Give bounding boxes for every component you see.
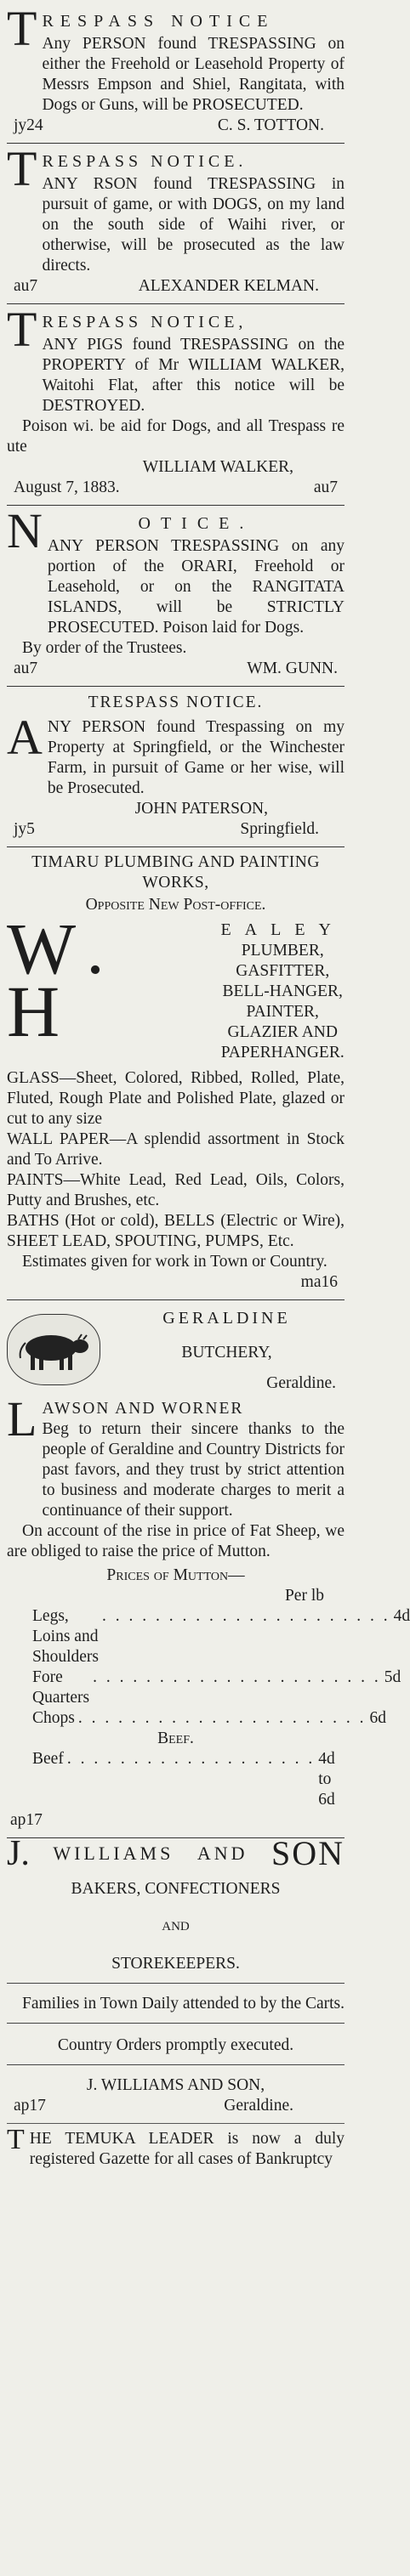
signature: WM. GUNN. bbox=[247, 660, 338, 677]
firm-name: WILLIAMS bbox=[53, 1843, 174, 1864]
baths-item: BATHS (Hot or cold), BELLS (Electric or Wire), SHEET LEAD, SPOUTING, PUMPS, Etc. bbox=[7, 1212, 345, 1250]
notice-body: Any PERSON found TRESPASSING on either the Freehold or Leasehold Property of Messrs Empson and Shiel, Rangitata, with Dogs or Guns, will be PROSECUTED. bbox=[42, 35, 345, 114]
drop-cap: L bbox=[7, 1391, 37, 1447]
ad-subtitle: Opposite New Post-office. bbox=[85, 896, 266, 914]
butchery-subtitle: BUTCHERY, bbox=[181, 1344, 272, 1362]
signature-row bbox=[7, 276, 345, 297]
notice-title: OTICE. bbox=[138, 514, 254, 533]
insertion-code: jy24 bbox=[14, 116, 43, 134]
price-item-label: Chops bbox=[32, 1709, 75, 1727]
proprietor-name: EALEY bbox=[220, 920, 345, 939]
williams-bakers-ad bbox=[7, 1834, 345, 2124]
wallpaper-item: WALL PAPER—A splendid assortment in Stock and To Arrive. bbox=[7, 1130, 345, 1169]
insertion-code: au7 bbox=[14, 660, 38, 677]
notice-date: August 7, 1883. bbox=[14, 478, 120, 496]
divider bbox=[7, 2023, 345, 2024]
trespass-notice-walker bbox=[7, 304, 345, 506]
notice-body: ANY PIGS found TRESPASSING on the PROPERTY of Mr WILLIAM WALKER, Waitohi Flat, after this notice will be DESTROYED. bbox=[42, 336, 345, 415]
firm-header bbox=[7, 1834, 345, 1873]
butchery-place: Geraldine. bbox=[266, 1374, 336, 1392]
country-orders-line: Country Orders promptly executed. bbox=[57, 2036, 294, 2054]
leader-dots: . . . . . . . . . . . . . . . . . . . . . . bbox=[77, 1709, 367, 1727]
drop-cap: T bbox=[7, 2124, 25, 2155]
families-line: Families in Town Daily attended to by the Carts. bbox=[22, 1995, 345, 2013]
notice-body: ANY RSON found TRESPASSING in pursuit of game, or with DOGS, on my land on the south side of Waihi river, or otherwise, will be prosecuted as the law directs. bbox=[42, 175, 345, 275]
leader-dots: . . . . . . . . . . . . . . . . . . . . . . bbox=[102, 1607, 390, 1625]
signature: J. WILLIAMS AND SON, bbox=[86, 2076, 265, 2094]
drop-cap: T bbox=[7, 302, 37, 357]
trespass-notice-paterson bbox=[7, 687, 345, 847]
notice-title: RESPASS NOTICE, bbox=[42, 313, 248, 331]
beef-price: 4d to 6d bbox=[318, 1750, 335, 1809]
notice-header bbox=[7, 1, 345, 116]
notice-note: Poison wi. be aid for Dogs, and all Trespass re ute bbox=[7, 417, 345, 456]
geraldine-butchery-ad bbox=[7, 1300, 410, 1838]
firm-name: AWSON AND WORNER bbox=[42, 1400, 244, 1418]
price-item-label: Fore Quarters bbox=[32, 1668, 90, 1707]
newspaper-column bbox=[7, 0, 410, 2175]
notice-title: RESPASS NOTICE bbox=[42, 12, 275, 31]
temuka-leader-notice bbox=[7, 2124, 345, 2175]
drop-cap: T bbox=[7, 1, 37, 56]
by-order-line: By order of the Trustees. bbox=[22, 639, 187, 657]
healey-plumbing-ad bbox=[7, 847, 345, 1300]
signature: JOHN PATERSON, bbox=[134, 800, 268, 818]
price-item-value: 5d bbox=[384, 1668, 401, 1686]
place: Geraldine. bbox=[224, 2097, 293, 2115]
signature-row bbox=[7, 116, 345, 136]
beef-label: Beef bbox=[32, 1750, 64, 1768]
paints-item: PAINTS—White Lead, Red Lead, Oils, Colors, Putty and Brushes, etc. bbox=[7, 1171, 345, 1209]
price-item-value: 6d bbox=[369, 1709, 386, 1727]
drop-cap: N bbox=[7, 503, 43, 558]
mutton-price-list bbox=[7, 1606, 410, 1729]
insertion-code: jy5 bbox=[14, 820, 35, 838]
notice-title: TRESPASS NOTICE. bbox=[88, 694, 264, 711]
drop-cap: W. H bbox=[7, 908, 122, 1052]
butchery-title: GERALDINE bbox=[162, 1309, 291, 1328]
per-lb-label: Per lb bbox=[284, 1587, 324, 1605]
signature: ALEXANDER KELMAN. bbox=[138, 277, 319, 295]
price-item-label: Legs, Loins and Shoulders bbox=[32, 1607, 99, 1666]
price-row bbox=[7, 1606, 410, 1667]
drop-cap: A bbox=[7, 710, 43, 765]
trade-line-1: BAKERS, CONFECTIONERS bbox=[71, 1880, 281, 1898]
notice-body: ANY PERSON TRESPASSING on any portion of the ORARI, Freehold or Leasehold, or on the RANGITATA ISLANDS, will be STRICTLY PROSECUTED. Poison laid for Dogs. bbox=[47, 537, 345, 637]
price-item-value: 4d bbox=[393, 1607, 410, 1625]
thanks-paragraph: Beg to return their sincere thanks to the people of Geraldine and Country Districts for past favors, and they trust by strict attention to business and moderate charges to merit a continuance of their support. bbox=[42, 1420, 345, 1520]
place: Springfield. bbox=[240, 820, 319, 838]
trespass-notice-totton bbox=[7, 3, 345, 144]
notice-body: HE TEMUKA LEADER is now a duly registered Gazette for all cases of Bankruptcy bbox=[29, 2130, 345, 2168]
bullock-icon bbox=[15, 1324, 92, 1375]
trespass-notice-kelman bbox=[7, 141, 345, 304]
glass-item: GLASS—Sheet, Colored, Ribbed, Rolled, Plate, Fluted, Rough Plate and Polished Plate, glazed or cut to any size bbox=[7, 1069, 345, 1128]
insertion-code: ap17 bbox=[14, 2097, 46, 2115]
leader-dots: . . . . . . . . . . . . . . . . . . . . . . bbox=[93, 1668, 381, 1686]
price-row bbox=[7, 1708, 386, 1729]
notice-orari bbox=[7, 503, 345, 687]
ad-title: TIMARU PLUMBING AND PAINTING WORKS, bbox=[31, 853, 320, 892]
firm-son: SON bbox=[270, 1834, 345, 1872]
divider bbox=[7, 1983, 345, 1984]
estimates-line: Estimates given for work in Town or Country. bbox=[22, 1253, 327, 1271]
price-row bbox=[7, 1667, 401, 1708]
leader-dots: . . . . . . . . . . . . . . . . . . . bbox=[66, 1750, 316, 1768]
bullock-illustration bbox=[7, 1314, 100, 1385]
beef-heading: Beef. bbox=[157, 1730, 194, 1747]
signature: C. S. TOTTON. bbox=[217, 116, 324, 134]
notice-body: NY PERSON found Trespassing on my Property at Springfield, or the Winchester Farm, in pursuit of Game or her wise, will be Prosecuted. bbox=[47, 718, 345, 797]
beef-row bbox=[7, 1749, 345, 1810]
trades-list: PLUMBER, GASFITTER, BELL-HANGER, PAINTER, GLAZIER AND PAPERHANGER. bbox=[220, 942, 345, 1062]
insertion-code: au7 bbox=[14, 277, 38, 295]
prices-heading: Prices of Mutton— bbox=[106, 1566, 245, 1584]
drop-cap: T bbox=[7, 141, 37, 196]
firm-and: AND bbox=[196, 1843, 248, 1864]
insertion-code: ma16 bbox=[300, 1273, 338, 1291]
firm-initial: J. bbox=[7, 1834, 30, 1873]
divider bbox=[7, 2064, 345, 2065]
trade-line-3: STOREKEEPERS. bbox=[111, 1955, 240, 1973]
trade-line-2: AND bbox=[162, 1920, 190, 1933]
signature: WILLIAM WALKER, bbox=[142, 458, 293, 476]
insertion-code: au7 bbox=[313, 478, 338, 496]
notice-title: RESPASS NOTICE. bbox=[42, 152, 248, 171]
price-rise-paragraph: On account of the rise in price of Fat Sheep, we are obliged to raise the price of Mutton. bbox=[7, 1522, 345, 1560]
insertion-code: ap17 bbox=[10, 1811, 43, 1829]
